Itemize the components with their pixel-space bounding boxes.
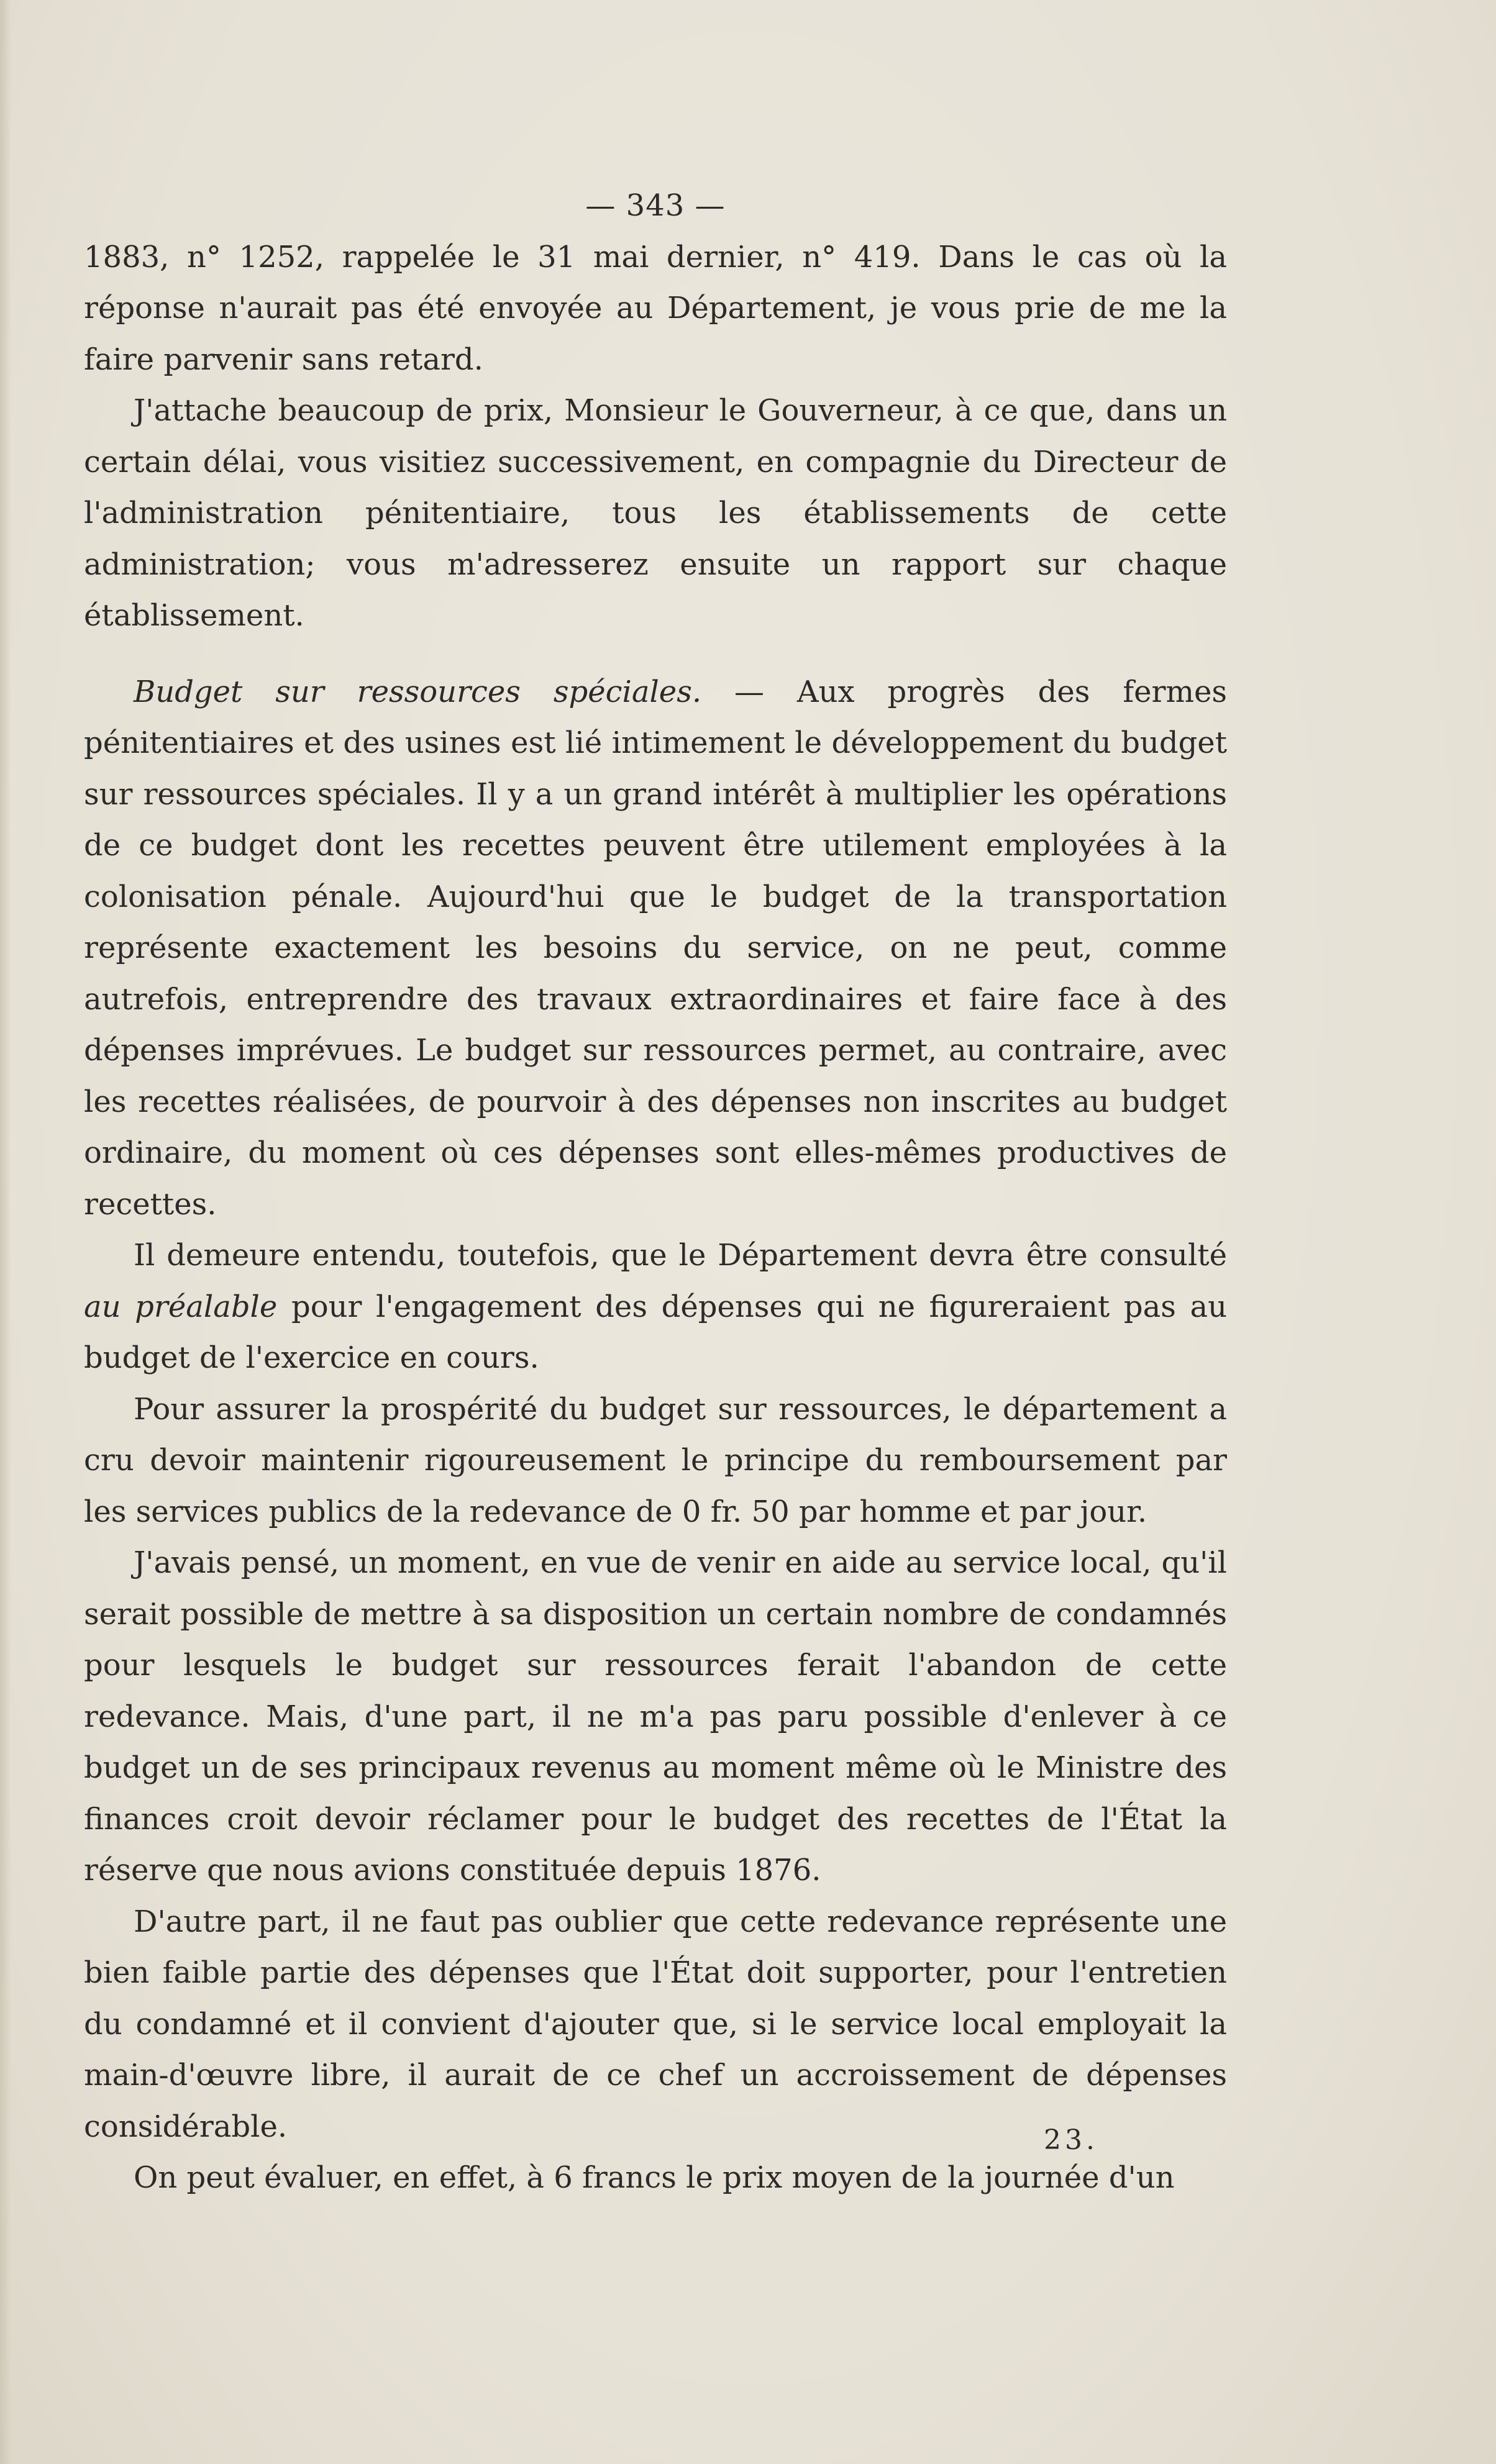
page-edge-shadow (0, 0, 11, 2464)
paragraph-4-text-b: pour l'engagement des dépenses qui ne figureraient pas au budget de l'exercice en cours. (84, 1289, 1228, 1375)
page-number: — 343 — (585, 188, 726, 223)
paragraph-2 (84, 385, 1227, 642)
paragraph-2-text: J'attache beaucoup de prix, Monsieur le Gouverneur, à ce que, dans un certain délai, vous visitiez successivement, en compagnie du Directeur de l'administration pénitentiaire, tous les établissements de cette administration; vous m'adresserez ensuite un rapport sur chaque établissement. (84, 393, 1227, 633)
section-heading-budget: Budget sur ressources spéciales. (134, 674, 702, 709)
paragraph-4 (84, 1230, 1227, 1384)
paragraph-1 (84, 232, 1227, 386)
paragraph-3 (84, 666, 1227, 1230)
paragraph-5-text: Pour assurer la prospérité du budget sur ressources, le département a cru devoir maintenir rigoureusement le principe du remboursement par les services publics de la redevance de 0 fr. 50 par homme et par jour. (84, 1391, 1227, 1529)
signature-mark: 23. (1044, 2124, 1098, 2156)
section-gap (84, 642, 1227, 666)
paragraph-6 (84, 1537, 1227, 1896)
paragraph-6-text: J'avais pensé, un moment, en vue de venir en aide au service local, qu'il serait possible de mettre à sa disposition un certain nombre de condamnés pour lesquels le budget sur ressources ferait l'abandon de cette redevance. Mais, d'une part, il ne m'a pas paru possible d'enlever à ce budget un de ses principaux revenus au moment même où le Ministre des finances croit devoir réclamer pour le budget des recettes de l'État la réserve que nous avions constituée depuis 1876. (84, 1545, 1227, 1888)
paragraph-3-text: — Aux progrès des fermes pénitentiaires et des usines est lié intimement le développement du budget sur ressources spéciales. Il y a un grand intérêt à multiplier les opérations de ce budget dont les recettes peuvent être utilement employées à la colonisation pénale. Aujourd'hui que le budget de la transportation représente exactement les besoins du service, on ne peut, comme autrefois, entreprendre des travaux extraordinaires et faire face à des dépenses imprévues. Le budget sur ressources permet, au contraire, avec les recettes réalisées, de pourvoir à des dépenses non inscrites au budget ordinaire, du moment où ces dépenses sont elles-mêmes productives de recettes. (84, 674, 1227, 1222)
paragraph-4-text-a: Il demeure entendu, toutefois, que le Département devra être consulté (134, 1238, 1227, 1273)
paragraph-8-text: On peut évaluer, en effet, à 6 francs le prix moyen de la journée d'un (134, 2160, 1175, 2195)
text-block (84, 180, 1227, 2204)
paragraph-7 (84, 1896, 1227, 2153)
paragraph-7-text: D'autre part, il ne faut pas oublier que cette redevance représente une bien faible partie des dépenses que l'État doit supporter, pour l'entretien du condamné et il convient d'ajouter que, si le service local employait la main-d'œuvre libre, il aurait de ce chef un accroissement de dépenses considérable. (84, 1904, 1227, 2144)
paragraph-5 (84, 1384, 1227, 1538)
paragraph-4-italic: au préalable (84, 1289, 278, 1324)
paragraph-1-text: 1883, n° 1252, rappelée le 31 mai dernier, n° 419. Dans le cas où la réponse n'aurait pas été envoyée au Département, je vous prie de me la faire parvenir sans retard. (84, 239, 1227, 377)
paragraph-8 (84, 2152, 1227, 2204)
